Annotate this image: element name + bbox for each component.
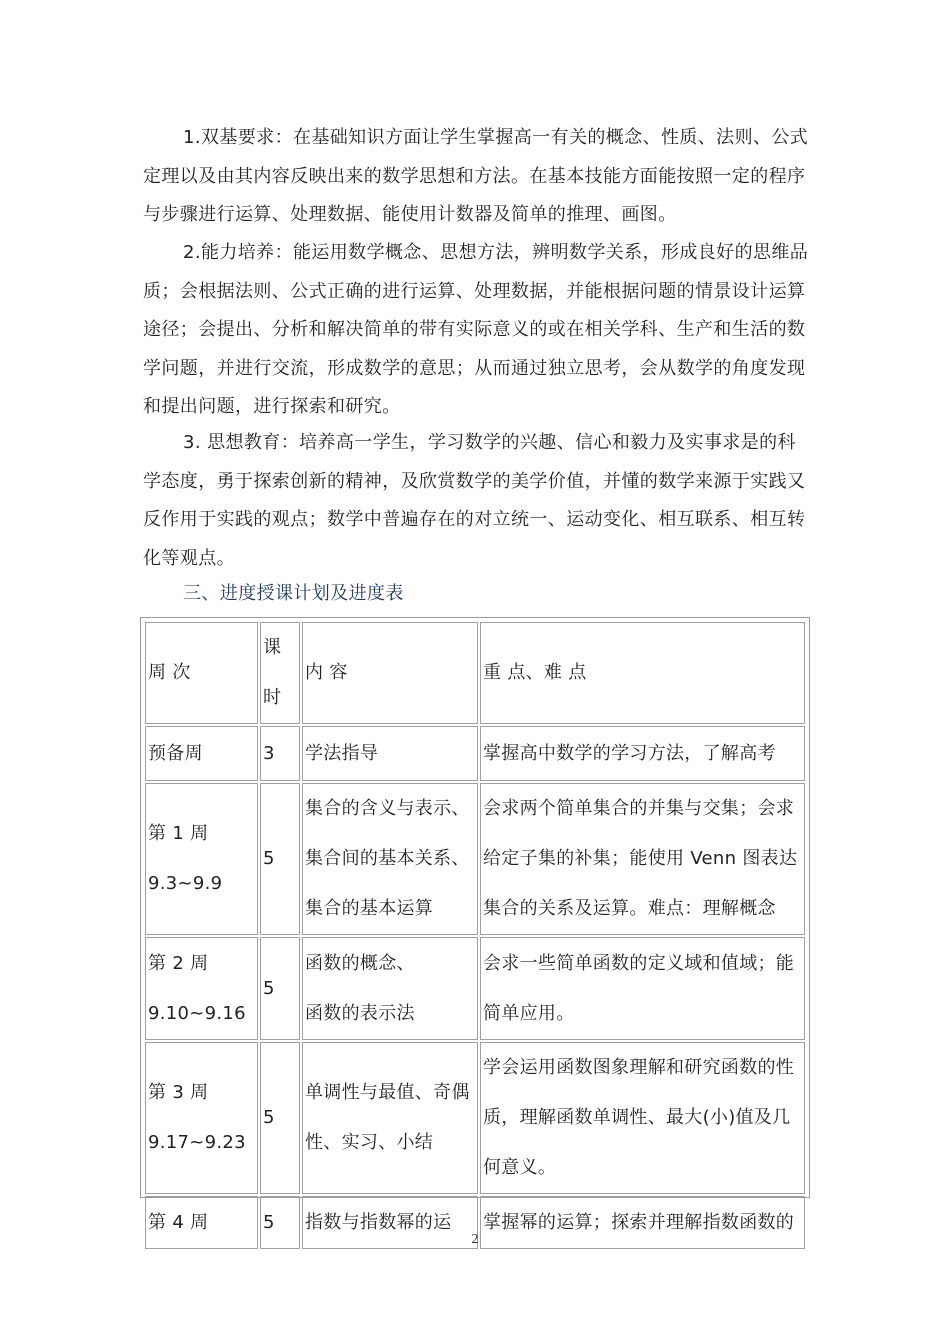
key-points-cell: 学会运用函数图象理解和研究函数的性质，理解函数单调性、最大(小)值及几何意义。 — [480, 1042, 805, 1194]
table-row — [145, 1042, 805, 1194]
hours-cell: 5 — [260, 937, 300, 1040]
header-key-points: 重 点、难 点 — [480, 622, 805, 724]
table-row — [145, 937, 805, 1040]
week-cell: 第 4 周 — [145, 1196, 258, 1249]
key-points-cell: 会求两个简单集合的并集与交集；会求给定子集的补集；能使用 Venn 图表达集合的关系及运算。难点：理解概念 — [480, 783, 805, 935]
header-hours: 课时 — [260, 622, 300, 724]
key-points-cell: 掌握高中数学的学习方法，了解高考 — [480, 726, 805, 781]
hours-cell: 5 — [260, 783, 300, 935]
content-cell: 学法指导 — [302, 726, 478, 781]
hours-cell: 5 — [260, 1196, 300, 1249]
header-content: 内 容 — [302, 622, 478, 724]
paragraph-moral-education: 3. 思想教育：培养高一学生，学习数学的兴趣、信心和毅力及实事求是的科学态度，勇于探索创新的精神，及欣赏数学的美学价值，并懂的数学来源于实践又反作用于实践的观点；数学中普遍存在的对立统一、运动变化、相互联系、相互转化等观点。 — [143, 432, 806, 569]
hours-cell: 3 — [260, 726, 300, 781]
key-points-cell: 掌握幂的运算；探索并理解指数函数的 — [480, 1196, 805, 1249]
content-cell: 集合的含义与表示、 集合间的基本关系、 集合的基本运算 — [302, 783, 478, 935]
schedule-table — [140, 617, 810, 1233]
key-points-cell: 会求一些简单函数的定义域和值域；能简单应用。 — [480, 937, 805, 1040]
hours-cell: 5 — [260, 1042, 300, 1194]
week-cell: 第 1 周 9.3~9.9 — [145, 783, 258, 935]
paragraph-ability-training: 2.能力培养：能运用数学概念、思想方法，辨明数学关系，形成良好的思维品质；会根据法则、公式正确的进行运算、处理数据，并能根据问题的情景设计运算途径；会提出、分析和解决简单的带有实际意义的或在相关学科、生产和生活的数学问题，并进行交流，形成数学的意思；从而通过独立思考，会从数学的角度发现和提出问题，进行探索和研究。 — [143, 242, 809, 417]
content-cell: 指数与指数幂的运 — [302, 1196, 478, 1249]
section-heading: 三、进度授课计划及进度表 — [183, 583, 404, 604]
content-cell: 单调性与最值、奇偶 性、实习、小结 — [302, 1042, 478, 1194]
page-number: 2 — [471, 1232, 479, 1247]
table-row — [145, 783, 805, 935]
week-cell: 第 3 周 9.17~9.23 — [145, 1042, 258, 1194]
week-cell: 预备周 — [145, 726, 258, 781]
content-cell: 函数的概念、 函数的表示法 — [302, 937, 478, 1040]
week-cell: 第 2 周 9.10~9.16 — [145, 937, 258, 1040]
header-week: 周 次 — [145, 622, 258, 724]
paragraph-basic-requirements: 1.双基要求：在基础知识方面让学生掌握高一有关的概念、性质、法则、公式定理以及由其内容反映出来的数学思想和方法。在基本技能方面能按照一定的程序与步骤进行运算、处理数据、能使用计数器及简单的推理、画图。 — [143, 127, 809, 225]
table-row — [145, 726, 805, 781]
table-header-row — [145, 622, 805, 724]
